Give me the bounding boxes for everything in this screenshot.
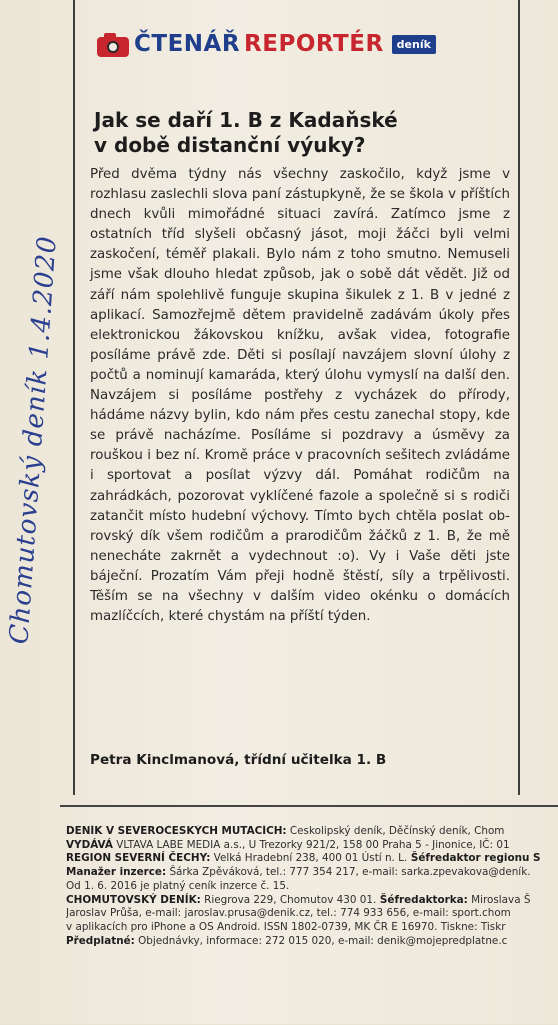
column-rule-right: [518, 0, 520, 795]
footer-line-3: REGION SEVERNÍ ČECHY: Velká Hradební 238, 400 01 Ústí n. L. Šéfredaktor regionu S: [66, 852, 541, 865]
article-body: Před dvěma týdny nás všechny zaskočilo, když jsme v rozhlasu zaslechli slova paní zástupkyně, že se škola v příštích dnech kvůli mimořádné situaci zavírá. Zatímco jsme z ostatních tříd slyšeli občasný jásot, moji žáčci byli velmi zaskočení, téměř plakali. Bylo nám z toho smutno. Nemuseli jsme však dlouho hledat způsob, jak o sobě dát vědět. Již od září nám spolehlivě funguje skupina šikulek z 1. B v jedné z aplikací. Samozřejmě dětem pravidelně zadávám úkoly přes elektronickou žákovskou knížku, avšak videa, fotografie posíláme právě zde. Děti si posílají navzájem slovní úlohy z počtů a nominují kamaráda, který úlohu vymyslí na další den. Navzájem si posíláme postřehy z vycházek do přírody, hádáme názvy bylin, kdo nám přes cestu zanechal stopy, kde se právě nacházíme. Posíláme si pozdravy a úsměvy za rouškou i bez ní. Kromě práce v pracovních sešitech zvládáme i sportovat a posílat výzvy dál. Pomáhat rodičům na zahrádkách, pozorovat vyklíčené fazole a společně si s rodiči zatančit místo hudební výchovy. Tímto bych chtěla poslat obrovský dík všem rodičům a prarodičům žáčků z 1. B, že mě nenecháte zakrnět a vydechnout :o). Vy i Vaše děti jste báječní. Prozatím Vám přeji hodně štěstí, síly a trpělivosti. Těším se na všechny v dalším video okénku o domácích mazlíčcích, které chystám na příští týden.: [90, 167, 510, 625]
handwritten-note: Chomutovský deník 1.4.2020: [4, 234, 63, 646]
footer-line-1: DENÍK V SEVEROČESKÝCH MUTACÍCH: Českolipský deník, Děčínský deník, Chom: [66, 825, 505, 837]
footer-line-9: Předplatné: Objednávky, informace: 272 015 020, e-mail: denik@mojepredplatne.c: [66, 934, 508, 947]
column-rule-left: [73, 0, 75, 795]
footer-line-5: Od 1. 6. 2016 je platný ceník inzerce č. 15.: [66, 879, 290, 892]
header-cтenar: ČTENÁŘ: [134, 31, 241, 57]
footer-line-8: v aplikacích pro iPhone a OS Android. ISSN 1802-0739, MK ČR E 16970. Tiskne: Tiskr: [66, 920, 506, 933]
footer-line-4: Manažer inzerce: Šárka Zpěváková, tel.: 777 354 217, e-mail: sarka.zpevakova@deník.: [66, 866, 531, 879]
title-line-1: Jak se daří 1. B z Kadaňské: [94, 108, 398, 132]
article-title: [94, 108, 509, 158]
camera-icon: [96, 31, 130, 57]
section-header: [96, 26, 496, 62]
footer-line-6: CHOMUTOVSKÝ DENÍK: Riegrova 229, Chomutov 430 01. Šéfredaktorka: Miroslava Š: [66, 893, 531, 906]
footer-line-7: Jaroslav Průša, e-mail: jaroslav.prusa@denik.cz, tel.: 774 933 656, e-mail: sport.chom: [66, 907, 511, 920]
footer-rule: [60, 805, 558, 807]
denik-logo: deník: [392, 35, 436, 54]
article-signature: Petra Kinclmanová, třídní učitelka 1. B: [90, 752, 387, 768]
header-reporter: REPORTÉR: [244, 31, 384, 57]
imprint-footer: [66, 825, 558, 1025]
footer-line-2: VYDÁVÁ VLTAVA LABE MEDIA a.s., U Trezorky 921/2, 158 00 Praha 5 - Jinonice, IČ: 01: [66, 838, 510, 851]
title-line-2: v době distanční výuky?: [94, 133, 366, 157]
